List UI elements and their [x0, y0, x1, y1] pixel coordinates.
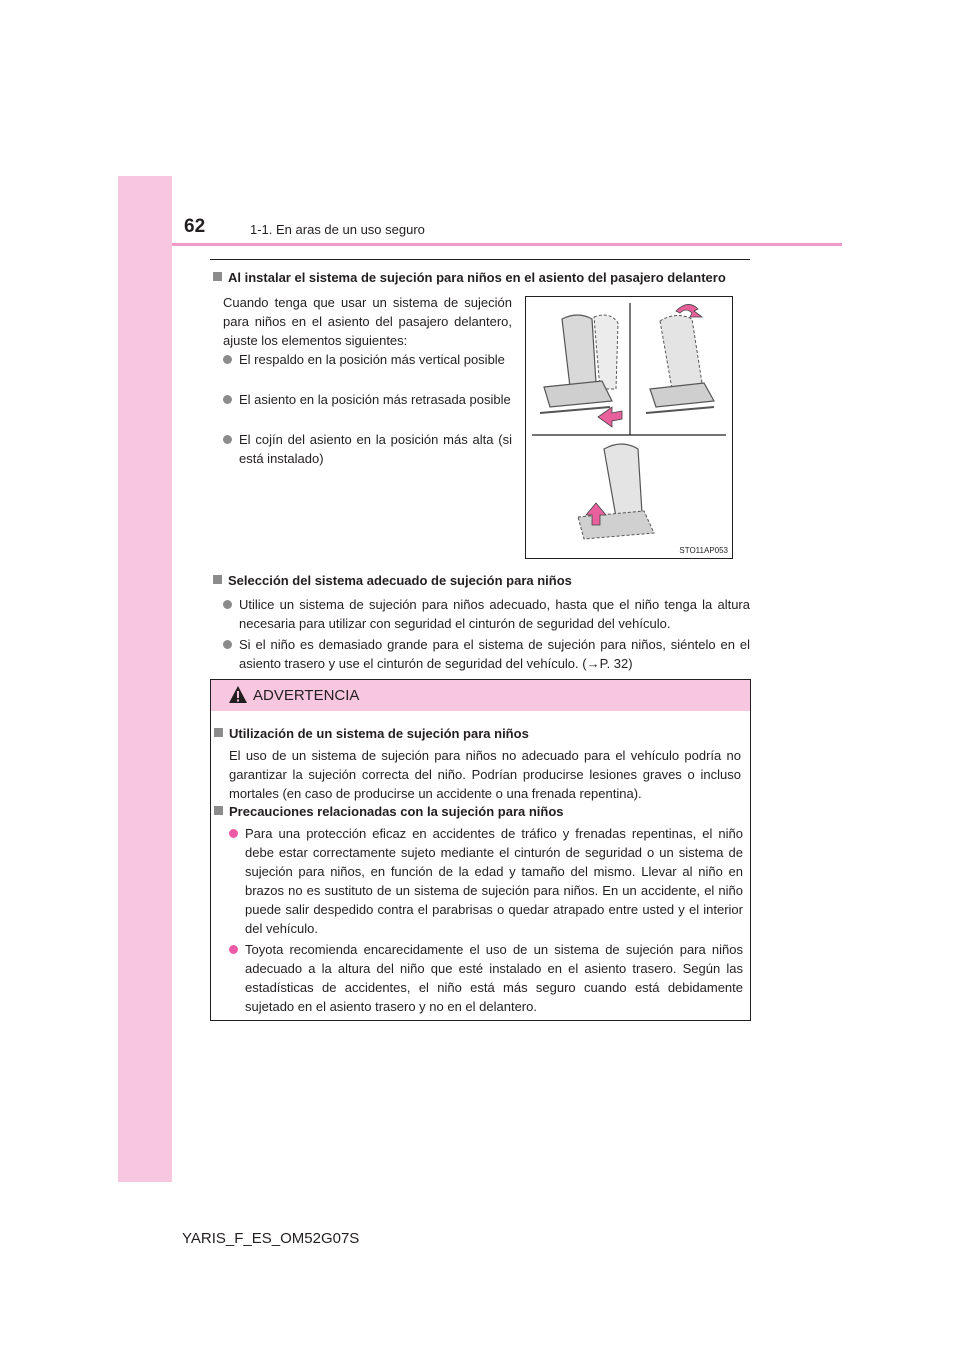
- seat-slide-icon: [646, 304, 714, 413]
- seat-backrest-icon: [540, 315, 622, 427]
- list-item: El respaldo en la posición más vertical posible: [223, 350, 512, 390]
- section-title: 1-1. En aras de un uso seguro: [250, 222, 425, 237]
- seat-adjustment-figure: [525, 296, 733, 559]
- heading-front-seat-install: Al instalar el sistema de sujeción para niños en el asiento del pasajero delantero: [213, 270, 753, 285]
- side-tab: [118, 176, 172, 1182]
- warning-paragraph: El uso de un sistema de sujeción para niños no adecuado para el vehículo podría no garantizar la sujeción correcta del niño. Podrían producirse lesiones graves o incluso mortales (en caso de producirse un accidente o una frenada repentina).: [229, 748, 741, 801]
- bullet-dot-icon: [223, 395, 232, 404]
- content-rule: [210, 259, 750, 260]
- bullet-dot-icon: [229, 945, 238, 954]
- heading-select-restraint: Selección del sistema adecuado de sujeción para niños: [213, 573, 753, 588]
- warning-heading-precautions: Precauciones relacionadas con la sujeción para niños: [214, 804, 744, 819]
- list-item: El cojín del asiento en la posición más alta (si está instalado): [223, 430, 512, 470]
- warning-title: ADVERTENCIA: [253, 687, 360, 704]
- warning-heading-use: Utilización de un sistema de sujeción para niños: [214, 726, 744, 741]
- list-item: Si el niño es demasiado grande para el sistema de sujeción para niños, siéntelo en el asiento trasero y use el cinturón de seguridad del vehículo. (→P. 32): [223, 635, 750, 675]
- square-bullet-icon: [213, 272, 222, 281]
- square-bullet-icon: [214, 806, 223, 815]
- page-number: 62: [184, 216, 206, 237]
- warning-box: [210, 679, 751, 1021]
- seat-illustration: [526, 297, 732, 558]
- bullet-dot-icon: [223, 600, 232, 609]
- square-bullet-icon: [213, 575, 222, 584]
- square-bullet-icon: [214, 728, 223, 737]
- bullet-dot-icon: [229, 829, 238, 838]
- bullet-dot-icon: [223, 640, 232, 649]
- seat-cushion-icon: [578, 444, 654, 539]
- list-item: El asiento en la posición más retrasada posible: [223, 390, 512, 430]
- bullet-dot-icon: [223, 355, 232, 364]
- list-item: Utilice un sistema de sujeción para niños adecuado, hasta que el niño tenga la altura necesaria para utilizar con seguridad el cinturón de seguridad del vehículo.: [223, 595, 750, 635]
- intro-text: Cuando tenga que usar un sistema de sujeción para niños en el asiento del pasajero delantero, ajuste los elementos siguientes:: [223, 295, 512, 348]
- figure-code: STO11AP053: [679, 546, 728, 555]
- warning-header: [211, 680, 750, 711]
- list-item: Toyota recomienda encarecidamente el uso de un sistema de sujeción para niños adecuado a la altura del niño que esté instalado en el asiento trasero. Según las estadísticas de accidentes, el niño está más seguro cuando está debidamente sujetado en el asiento trasero y no en el delantero.: [229, 940, 743, 1016]
- list-item: Para una protección eficaz en accidentes de tráfico y frenadas repentinas, el niño debe estar correctamente sujeto mediante el cinturón de seguridad o un sistema de sujeción para niños, en función de la edad y tamaño del mismo. Llevar al niño en brazos no es sustituto de un sistema de sujeción para niños. En un accidente, el niño puede salir despedido contra el parabrisas o quedar atrapado entre usted y el interior del vehículo.: [229, 824, 743, 938]
- document-code: YARIS_F_ES_OM52G07S: [182, 1230, 360, 1247]
- warning-triangle-icon: [228, 685, 248, 704]
- bullet-dot-icon: [223, 435, 232, 444]
- header-rule: [172, 243, 842, 246]
